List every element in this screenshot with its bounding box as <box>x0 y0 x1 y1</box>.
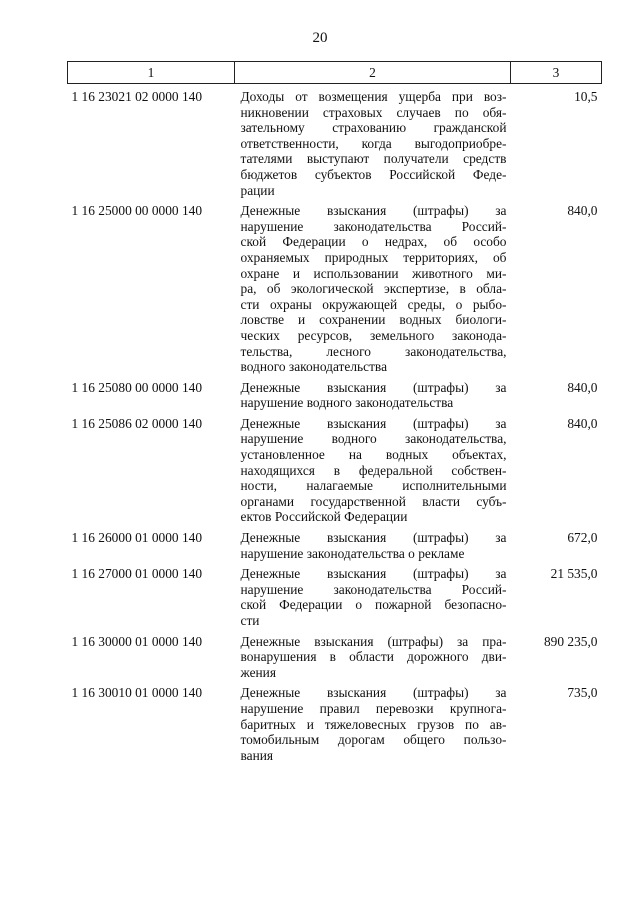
revenue-description <box>235 84 511 199</box>
amount-value: 21 535,0 <box>550 566 598 582</box>
description-line: Денежные взыскания (штрафы) за <box>240 685 507 701</box>
budget-code: 1 16 26000 01 0000 140 <box>71 530 203 546</box>
table-row <box>68 198 602 375</box>
description-line: находящихся в федеральной собствен- <box>240 462 507 478</box>
amount-value: 735,0 <box>567 685 598 701</box>
budget-code: 1 16 27000 01 0000 140 <box>71 566 203 582</box>
revenue-description <box>235 198 511 375</box>
revenue-description <box>235 561 511 628</box>
amount-value: 840,0 <box>567 203 598 219</box>
amount-value: 840,0 <box>567 379 598 395</box>
description-line: ской Федерации о недрах, об особо <box>240 234 507 250</box>
description-line: никновении страховых случаев по обя- <box>240 104 507 120</box>
revenue-description <box>235 375 511 411</box>
description-line: вания <box>240 747 274 763</box>
description-line: установленное на водных объектах, <box>240 447 507 463</box>
description-line: тателями выступают получатели средств <box>240 151 507 167</box>
table-row <box>68 84 602 199</box>
column-header-1: 1 <box>68 62 235 84</box>
description-line: зательному страхованию гражданской <box>240 120 507 136</box>
description-line: ра, об экологической экспертизе, в обла- <box>240 281 507 297</box>
revenue-description <box>235 525 511 561</box>
description-line: сти <box>240 613 260 628</box>
description-line: ектов Российской Федерации <box>240 509 408 525</box>
description-line: рации <box>240 182 275 198</box>
table-row <box>68 411 602 525</box>
description-line: баритных и тяжеловесных грузов по ав- <box>240 716 507 732</box>
budget-code: 1 16 25000 00 0000 140 <box>71 203 203 219</box>
budget-code: 1 16 30010 01 0000 140 <box>71 685 203 701</box>
table-row <box>68 629 602 681</box>
column-header-2: 2 <box>235 62 511 84</box>
revenue-description <box>235 629 511 681</box>
description-line: нарушение законодательства Россий- <box>240 581 507 597</box>
revenue-description <box>235 680 511 763</box>
budget-code: 1 16 25086 02 0000 140 <box>71 415 203 431</box>
budget-code: 1 16 30000 01 0000 140 <box>71 633 203 649</box>
description-line: ской Федерации о пожарной безопасно- <box>240 597 507 613</box>
description-line: ности, налагаемые исполнительными <box>240 478 507 494</box>
table-row <box>68 525 602 561</box>
description-line: Доходы от возмещения ущерба при воз- <box>240 89 507 104</box>
description-line: бюджетов субъектов Российской Феде- <box>240 166 507 182</box>
budget-code: 1 16 23021 02 0000 140 <box>71 89 203 104</box>
description-line: охране и использовании животного ми- <box>240 265 507 281</box>
description-line: ческих ресурсов, земельного законода- <box>240 327 507 343</box>
table-header <box>68 62 602 84</box>
amount-value: 672,0 <box>567 530 598 546</box>
description-line: вонарушения в области дорожного дви- <box>240 649 507 665</box>
description-line: нарушение правил перевозки крупнога- <box>240 700 507 716</box>
description-line: Денежные взыскания (штрафы) за <box>240 203 507 219</box>
description-line: нарушение водного законодательства <box>240 395 454 411</box>
revenue-table <box>67 61 602 763</box>
table-row <box>68 680 602 763</box>
amount-value: 890 235,0 <box>543 633 598 649</box>
table-row <box>68 375 602 411</box>
description-line: нарушение законодательства о рекламе <box>240 545 465 561</box>
table-row <box>68 561 602 628</box>
description-line: водного законодательства <box>240 359 388 375</box>
description-line: нарушение законодательства Россий- <box>240 218 507 234</box>
table-body <box>68 84 602 764</box>
description-line: Денежные взыскания (штрафы) за <box>240 379 507 395</box>
description-line: томобильным дорогам общего пользо- <box>240 732 507 748</box>
description-line: охраняемых природных территориях, об <box>240 249 507 265</box>
description-line: Денежные взыскания (штрафы) за <box>240 530 507 546</box>
revenue-description <box>235 411 511 525</box>
description-line: тельства, лесного законодательства, <box>240 343 507 359</box>
description-line: ловстве и сохранении водных биологи- <box>240 312 507 328</box>
description-line: жения <box>240 664 277 680</box>
description-line: сти охраны окружающей среды, о рыбо- <box>240 296 507 312</box>
column-header-3: 3 <box>511 62 602 84</box>
amount-value: 10,5 <box>574 89 598 104</box>
description-line: ответственности, когда выгодоприобре- <box>240 135 507 151</box>
budget-code: 1 16 25080 00 0000 140 <box>71 379 203 395</box>
description-line: Денежные взыскания (штрафы) за пра- <box>240 633 507 649</box>
description-line: Денежные взыскания (штрафы) за <box>240 415 507 431</box>
page-number: 20 <box>312 30 328 46</box>
description-line: нарушение водного законодательства, <box>240 431 507 447</box>
amount-value: 840,0 <box>567 415 598 431</box>
description-line: органами государственной власти субъ- <box>240 493 507 509</box>
description-line: Денежные взыскания (штрафы) за <box>240 566 507 582</box>
